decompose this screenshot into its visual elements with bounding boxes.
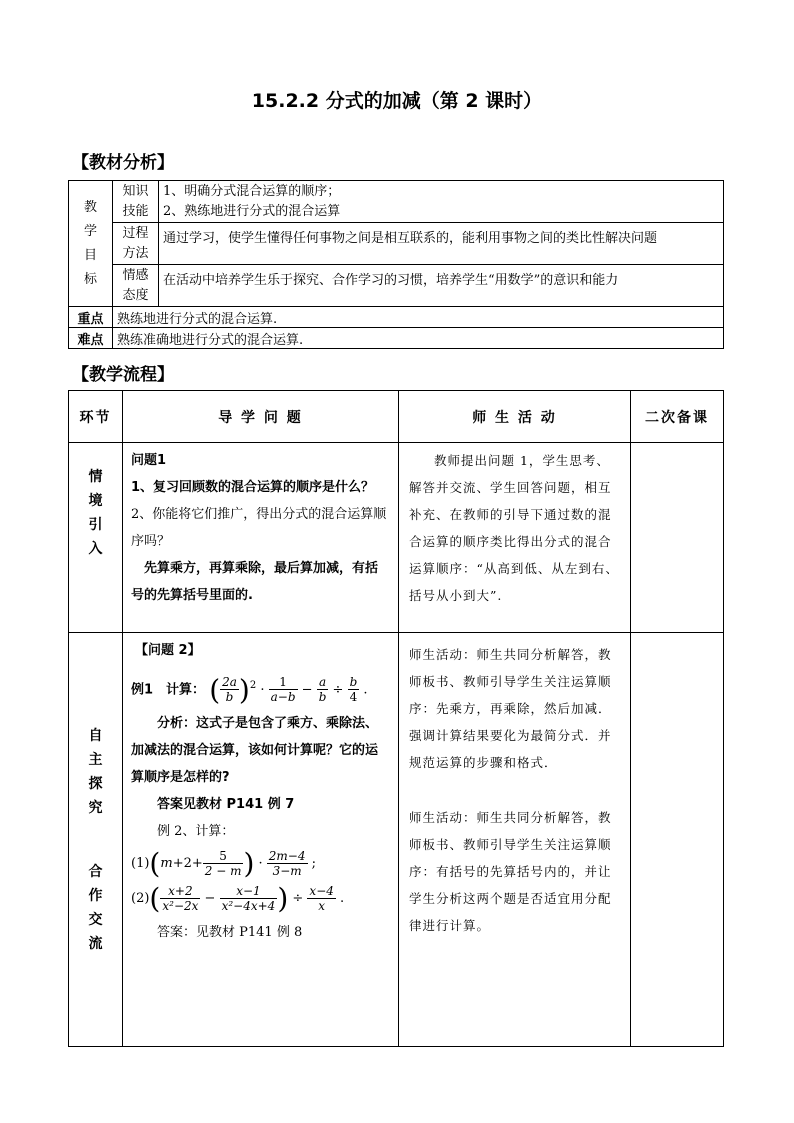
stage2-second-prep bbox=[631, 633, 724, 1047]
page-title: 15.2.2 分式的加减（第 2 课时） bbox=[251, 90, 543, 112]
difficulty-text: 熟练准确地进行分式的混合运算. bbox=[113, 328, 724, 349]
example1-formula: 例1 计算： ( $\frac{2a}{b}$ )$^2$ · $\frac{1}{a-b}$ − $\frac{a}{b}$ ÷ $\frac{b}{4}$ . bbox=[131, 673, 368, 707]
section-heading-flow: 【教学流程】 bbox=[72, 365, 174, 385]
knowledge-skill-label: 知识 技能 bbox=[113, 181, 159, 223]
process-method-label: 过程方法 bbox=[113, 223, 159, 265]
process-method-text: 通过学习，使学生懂得任何事物之间是相互联系的，能利用事物之间的类比性解决问题 bbox=[159, 223, 724, 265]
header-stage: 环节 bbox=[69, 391, 123, 443]
example2-part1-formula: (1)(m+2+ $\frac{5}{2 - m}$ ) · $\frac{2m-4}{3-m}$ ; bbox=[131, 847, 317, 881]
section-heading-analysis: 【教材分析】 bbox=[72, 153, 174, 173]
header-activities: 师 生 活 动 bbox=[399, 391, 631, 443]
attitude-label: 情感态度 bbox=[113, 265, 159, 307]
stage2-activity: 师生活动：师生共同分析解答，教师板书、教师引导学生关注运算顺序：先乘方，再乘除，然后加减．强调计算结果要化为最简分式．并规范运算的步骤和格式． 师生活动：师生共同分析解答，教师板书、教师引导学生关注运算顺序：有括号的先算括号内的，并让学生分析这两个题是否适宜用分配律进行计算。 bbox=[399, 633, 631, 1047]
attitude-text: 在活动中培养学生乐于探究、合作学习的习惯，培养学生“用数学”的意识和能力 bbox=[159, 265, 724, 307]
flow-table bbox=[68, 390, 724, 1047]
stage1-activity: 教师提出问题 1，学生思考、解答并交流、学生回答问题，相互补充、在教师的引导下通过数的混合运算的顺序类比得出分式的混合运算顺序：“从高到低、从左到右、括号从小到大”. bbox=[399, 443, 631, 633]
stage1-second-prep bbox=[631, 443, 724, 633]
stage1-label: 情 境 引 入 bbox=[69, 443, 123, 633]
key-point-text: 熟练地进行分式的混合运算. bbox=[113, 307, 724, 328]
knowledge-skill-text: 1、明确分式混合运算的顺序； 2、熟练地进行分式的混合运算 bbox=[159, 181, 724, 223]
example2-part2-formula: (2)( $\frac{x+2}{\text{x²−2x}}$ − $\frac{x-1}{\text{x²−4x+4}}$ ) ÷ $\frac{x-4}{x}$ . bbox=[131, 882, 345, 916]
header-second-prep: 二次备课 bbox=[631, 391, 724, 443]
analysis-table bbox=[68, 180, 724, 349]
stage1-questions: 问题1 1、复习回顾数的混合运算的顺序是什么？ 2、你能将它们推广，得出分式的混合运算顺序吗？ 先算乘方，再算乘除，最后算加减，有括号的先算括号里面的. bbox=[123, 443, 399, 633]
stage2-questions: 【问题 2】 例1 计算： ( $\frac{2a}{b}$ )$^2$ · $\frac{1}{a-b}$ − $\frac{a}{b}$ ÷ $\frac{b}{4}$ . 分析：这式子是包含了乘方、乘除法、加减法的混合运算，该如何计算呢？它的运算顺序是怎样的? 答案见教材 P141 例 7 例 2、计算： (1)(m+2+ $\frac{5}{2 - m}$ ) · $\frac{2m-4}{3-m}$ ; (2)( $\frac{x+2}{\text{x²−2x}}$ − $\frac{x-1}{\text{x²−4x+4}}$ ) ÷ $\frac{x-4}{x}$ . 答案：见教材 P141 例 8 bbox=[123, 633, 399, 1047]
difficulty-label: 难点 bbox=[69, 328, 113, 349]
header-questions: 导 学 问 题 bbox=[123, 391, 399, 443]
goal-label: 教 学 目 标 bbox=[69, 181, 113, 307]
stage2-label: 自 主 探 究 合 作 交 流 bbox=[69, 633, 123, 1047]
key-point-label: 重点 bbox=[69, 307, 113, 328]
